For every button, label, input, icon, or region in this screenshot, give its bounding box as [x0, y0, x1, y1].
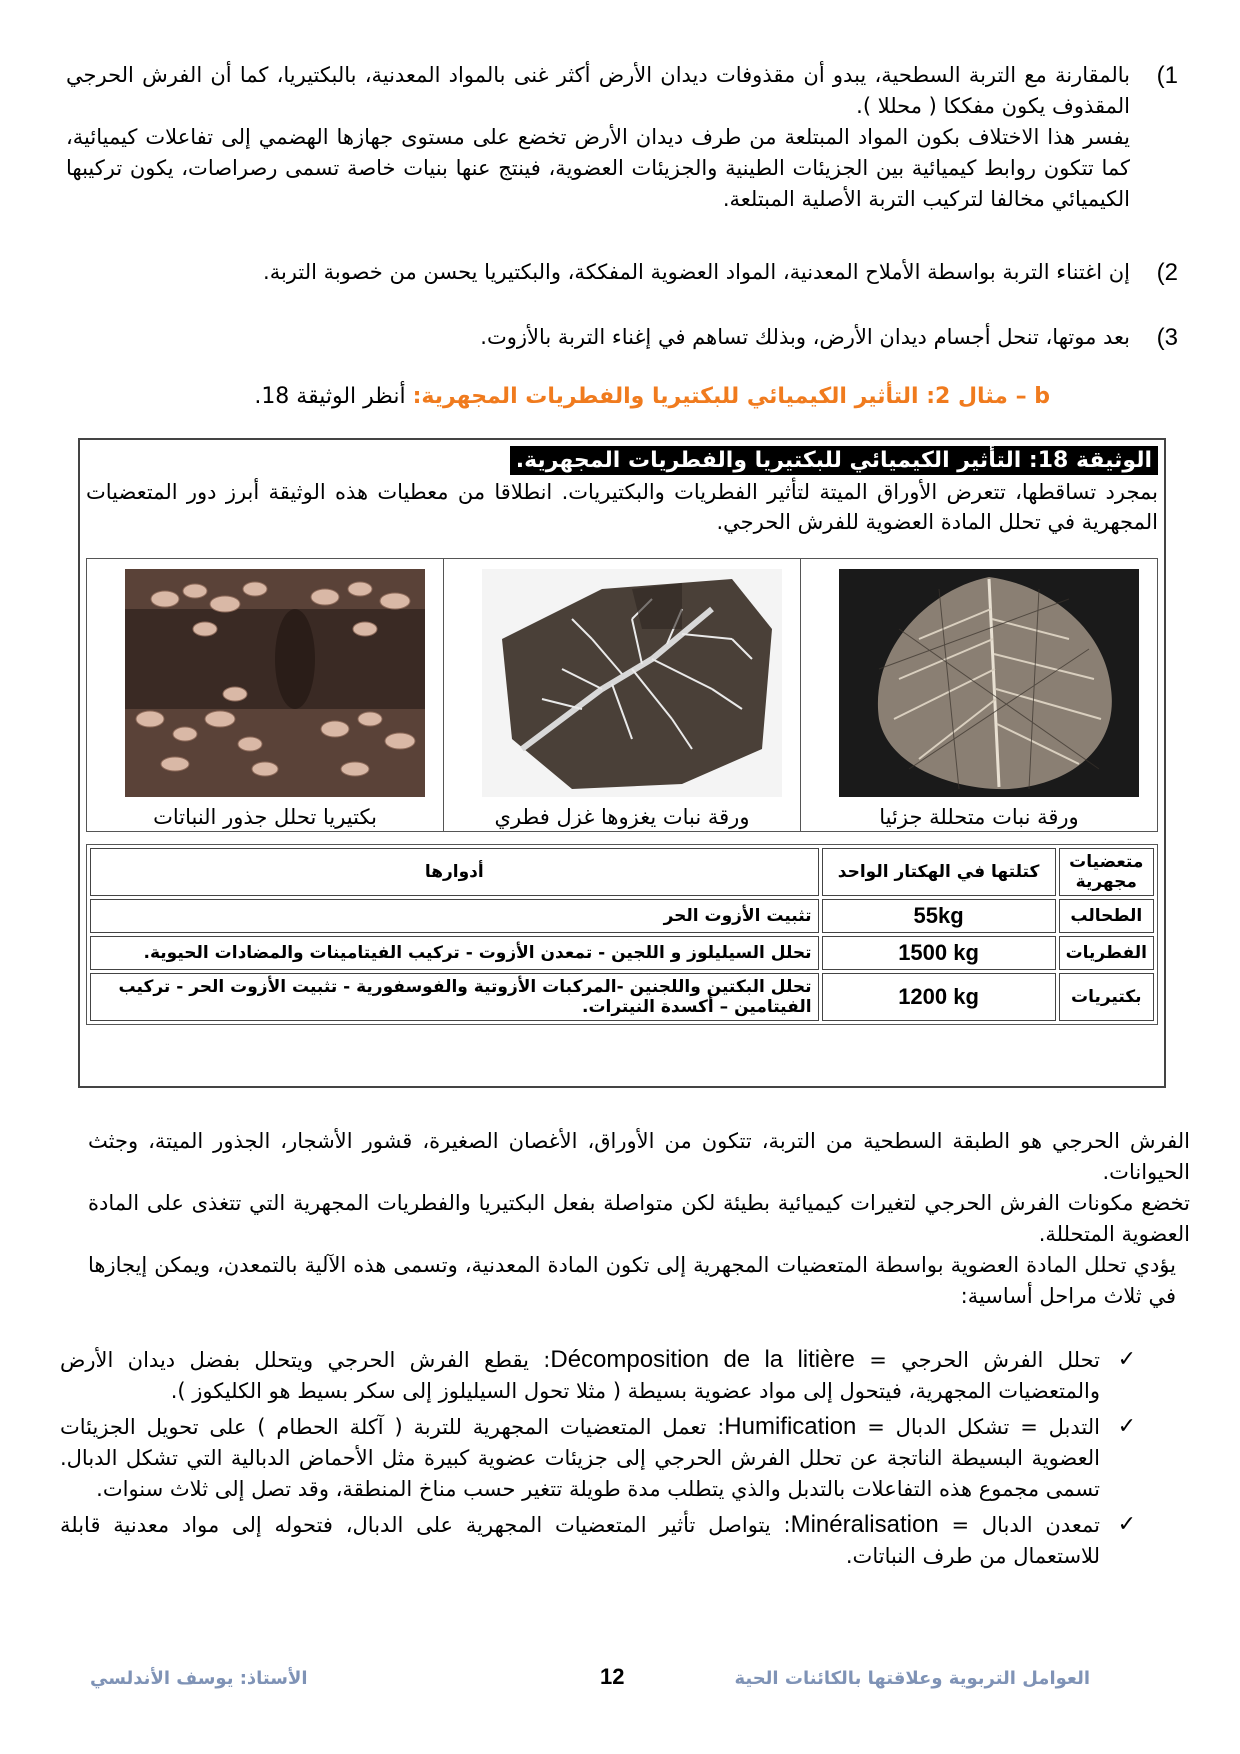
roles-cell: تحلل السيليلوز و اللجين - تمعدن الأزوت - تركيب الفيتامينات والمضادات الحيوية. [90, 936, 819, 970]
paragraph-chemical-changes: تخضع مكونات الفرش الحرجي لتغيرات كيميائية بطيئة لكن متواصلة بفعل البكتيريا والفطريات المجهرية التي تتغذى على المادة العضوية المتحللة. [88, 1191, 1190, 1246]
document-intro: بمجرد تساقطها، تتعرض الأوراق الميتة لتأثير الفطريات والبكتيريات. انطلاقا من معطيات هذه الوثيقة أبرز دور المتعضيات المجهرية في تحلل المادة العضوية للفرش الحرجي. [86, 480, 1158, 534]
stage-item [60, 1411, 1140, 1505]
paragraph-litter: الفرش الحرجي هو الطبقة السطحية من التربة، تتكون من الأوراق، الأغصان الصغيرة، قشور الأشجار، الجذور الميتة، وجثث الحيوانات. [88, 1129, 1190, 1184]
image-cell-leaf [800, 559, 1157, 831]
stages-list [60, 1344, 1140, 1576]
stage-description: : يتواصل تأثير المتعضيات المجهرية على الدبال، فتحوله إلى مواد معدنية قابلة للاستعمال من طرف النباتات. [60, 1513, 1100, 1568]
microorganism-roles-table [86, 844, 1158, 1025]
column-header: أدوارها [90, 848, 819, 896]
stage-description: : يقطع الفرش الحرجي ويتحلل بفضل ديدان الأرض والمتعضيات المجهرية، فيتحول إلى مواد عضوية بسيطة ( مثلا تحول السيليلوز إلى سكر بسيط هو الكليكوز ). [60, 1348, 1100, 1403]
table-header-row [90, 848, 1154, 896]
check-icon: ✓ [1117, 1414, 1136, 1439]
table-row [90, 973, 1154, 1021]
stage-arabic-term: تمعدن الدبال = [951, 1513, 1100, 1537]
item-text: إن اغتناء التربة بواسطة الأملاح المعدنية، المواد العضوية المفككة، والبكتيريا يحسن من خصوبة التربة. [263, 260, 1130, 284]
roles-cell: تثبيت الأزوت الحر [90, 899, 819, 933]
mass-cell: 1500 kg [822, 936, 1056, 970]
example-ref: أنظر الوثيقة 18. [254, 384, 406, 409]
bacteria-root-image [125, 569, 425, 797]
example-heading [254, 384, 1050, 409]
item-number: (1 [1156, 62, 1178, 89]
item-1 [66, 60, 1178, 220]
page-number: 12 [600, 1664, 625, 1689]
item-3 [66, 322, 1178, 353]
stage-french-term: Humification [724, 1413, 857, 1440]
item-text: يفسر هذا الاختلاف بكون المواد المبتلعة من طرف ديدان الأرض تخضع على مستوى جهازها الهضمي إلى تفاعلات كيميائية، كما تتكون روابط كيميائية بين الجزيئات الطينية والجزيئات العضوية، فينتج عنها بنيات خاصة تسمى رصراصات، يكون تركيبها الكيميائي مخالفا لتركيب التربة الأصلية المبتلعة. [66, 125, 1130, 211]
document-18 [78, 438, 1166, 1088]
stage-french-term: Minéralisation [790, 1511, 939, 1538]
item-number: (2 [1156, 259, 1178, 286]
table-row [90, 936, 1154, 970]
document-title: الوثيقة 18: التأثير الكيميائي للبكتيريا والفطريات المجهرية. [510, 446, 1158, 475]
organism-cell: الطحالب [1059, 899, 1154, 933]
document-header [86, 446, 1158, 537]
stage-item [60, 1509, 1140, 1572]
paragraph-mineralization: يؤدي تحلل المادة العضوية بواسطة المتعضيات المجهرية إلى تكون المادة المعدنية، وتسمى هذه الآلية بالتمعدن، ويمكن إيجازها في ثلاث مراحل أساسية: [88, 1253, 1176, 1308]
stage-arabic-term: تحلل الفرش الحرجي = [869, 1348, 1100, 1372]
check-icon: ✓ [1117, 1512, 1136, 1537]
column-header: متعضيات مجهرية [1059, 848, 1154, 896]
item-number: (3 [1156, 324, 1178, 351]
body-text [88, 1126, 1190, 1312]
check-icon: ✓ [1117, 1347, 1136, 1372]
image-cell-fungus [443, 559, 800, 831]
column-header: كتلتها في الهكتار الواحد [822, 848, 1056, 896]
image-cell-bacteria [87, 559, 443, 831]
item-2 [66, 257, 1178, 288]
example-label: b – مثال 2: التأثير الكيميائي للبكتيريا والفطريات المجهرية: [412, 384, 1050, 409]
item-text: بالمقارنة مع التربة السطحية، يبدو أن مقذوفات ديدان الأرض أكثر غنى بالمواد المعدنية، بالبكتيريا، كما أن الفرش الحرجي المقذوف يكون مفككا ( محللا ). [66, 63, 1130, 118]
organism-cell: الفطريات [1059, 936, 1154, 970]
fungal-leaf-image [482, 569, 782, 797]
footer-teacher: الأستاذ: يوسف الأندلسي [90, 1668, 308, 1689]
image-grid [86, 558, 1158, 832]
item-text: بعد موتها، تنحل أجسام ديدان الأرض، وبذلك تساهم في إغناء التربة بالأزوت. [480, 325, 1130, 349]
image-caption: ورقة نبات متحللة جزئيا [879, 805, 1079, 829]
mass-cell: 1200 kg [822, 973, 1056, 1021]
table-row [90, 899, 1154, 933]
stage-item [60, 1344, 1140, 1407]
image-caption: بكتيريا تحلل جذور النباتات [153, 805, 377, 829]
stage-french-term: Décomposition de la litière [550, 1346, 855, 1373]
organism-cell: بكتيريات [1059, 973, 1154, 1021]
page-footer [90, 1664, 1090, 1698]
mass-cell: 55kg [822, 899, 1056, 933]
roles-cell: تحلل البكتين واللجنين -المركبات الأزوتية والفوسفورية - تثبيت الأزوت الحر - تركيب الفيتامين – أكسدة النيترات. [90, 973, 819, 1021]
footer-course-title: العوامل التربوية وعلاقتها بالكائنات الحية [734, 1668, 1090, 1689]
stage-description: : تعمل المتعضيات المجهرية للتربة ( آكلة الحطام ) على تحويل الجزيئات العضوية البسيطة الناتجة عن تحلل الفرش الحرجي إلى جزيئات عضوية كبيرة مثل الأحماض الدبالية التي تشكل الدبال. تسمى مجموع هذه التفاعلات بالتدبل والذي يتطلب مدة طويلة تتغير حسب مناخ المنطقة، وقد تصل إلى ثلاث سنوات. [60, 1415, 1100, 1501]
image-caption: ورقة نبات يغزوها غزل فطري [494, 805, 750, 829]
skeleton-leaf-image [839, 569, 1139, 797]
stage-arabic-term: التدبل = تشكل الدبال = [867, 1415, 1100, 1439]
